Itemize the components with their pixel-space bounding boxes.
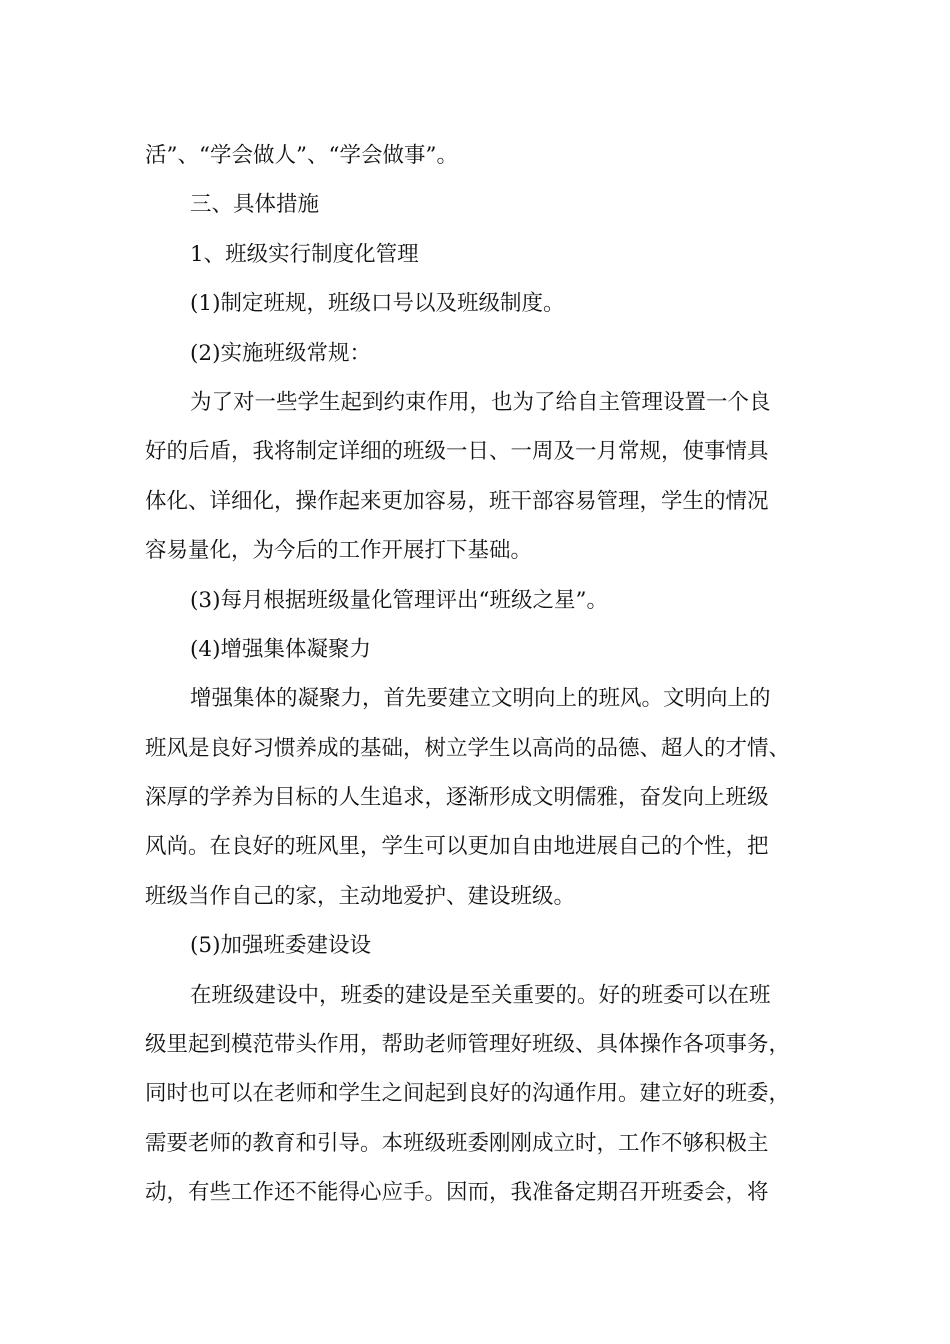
paragraph-line: 风尚。在良好的班风里，学生可以更加自由地进展自己的个性，把 [145,834,769,860]
paragraph-line: 容易量化，为今后的工作开展打下基础。 [145,538,533,564]
list-item: (4)增强集体凝聚力 [190,636,371,662]
paragraph-line: 在班级建设中，班委的建设是至关重要的。好的班委可以在班 [190,982,771,1008]
paragraph-line: 班风是良好习惯养成的基础，树立学生以高尚的品德、超人的才情、 [145,735,791,761]
paragraph-line: 体化、详细化，操作起来更加容易，班干部容易管理，学生的情况 [145,488,769,514]
paragraph-line: 深厚的学养为目标的人生追求，逐渐形成文明儒雅，奋发向上班级 [145,785,769,811]
paragraph-line: 级里起到模范带头作用，帮助老师管理好班级、具体操作各项事务， [145,1032,791,1058]
paragraph-line: 需要老师的教育和引导。本班级班委刚刚成立时，工作不够积极主 [145,1130,769,1156]
paragraph-line: 动，有些工作还不能得心应手。因而，我准备定期召开班委会，将 [145,1180,769,1206]
paragraph-continuation: 活”、“学会做人”、“学会做事”。 [145,143,458,168]
list-item: (3)每月根据班级量化管理评出“班级之星”。 [190,587,608,613]
list-item: (5)加强班委建设设 [190,933,371,959]
paragraph-line: 好的后盾，我将制定详细的班级一日、一周及一月常规，使事情具 [145,439,769,465]
subsection-heading: 1、班级实行制度化管理 [190,241,419,267]
paragraph-line: 同时也可以在老师和学生之间起到良好的沟通作用。建立好的班委， [145,1081,791,1107]
document-body [145,131,810,1218]
paragraph-line: 班级当作自己的家，主动地爱护、建设班级。 [145,883,576,909]
section-heading: 三、具体措施 [190,192,320,218]
list-item: (2)实施班级常规： [190,340,371,366]
paragraph-line: 增强集体的凝聚力，首先要建立文明向上的班风。文明向上的 [190,686,771,712]
paragraph-line: 为了对一些学生起到约束作用，也为了给自主管理设置一个良 [190,389,771,415]
list-item: (1)制定班规，班级口号以及班级制度。 [190,291,565,317]
